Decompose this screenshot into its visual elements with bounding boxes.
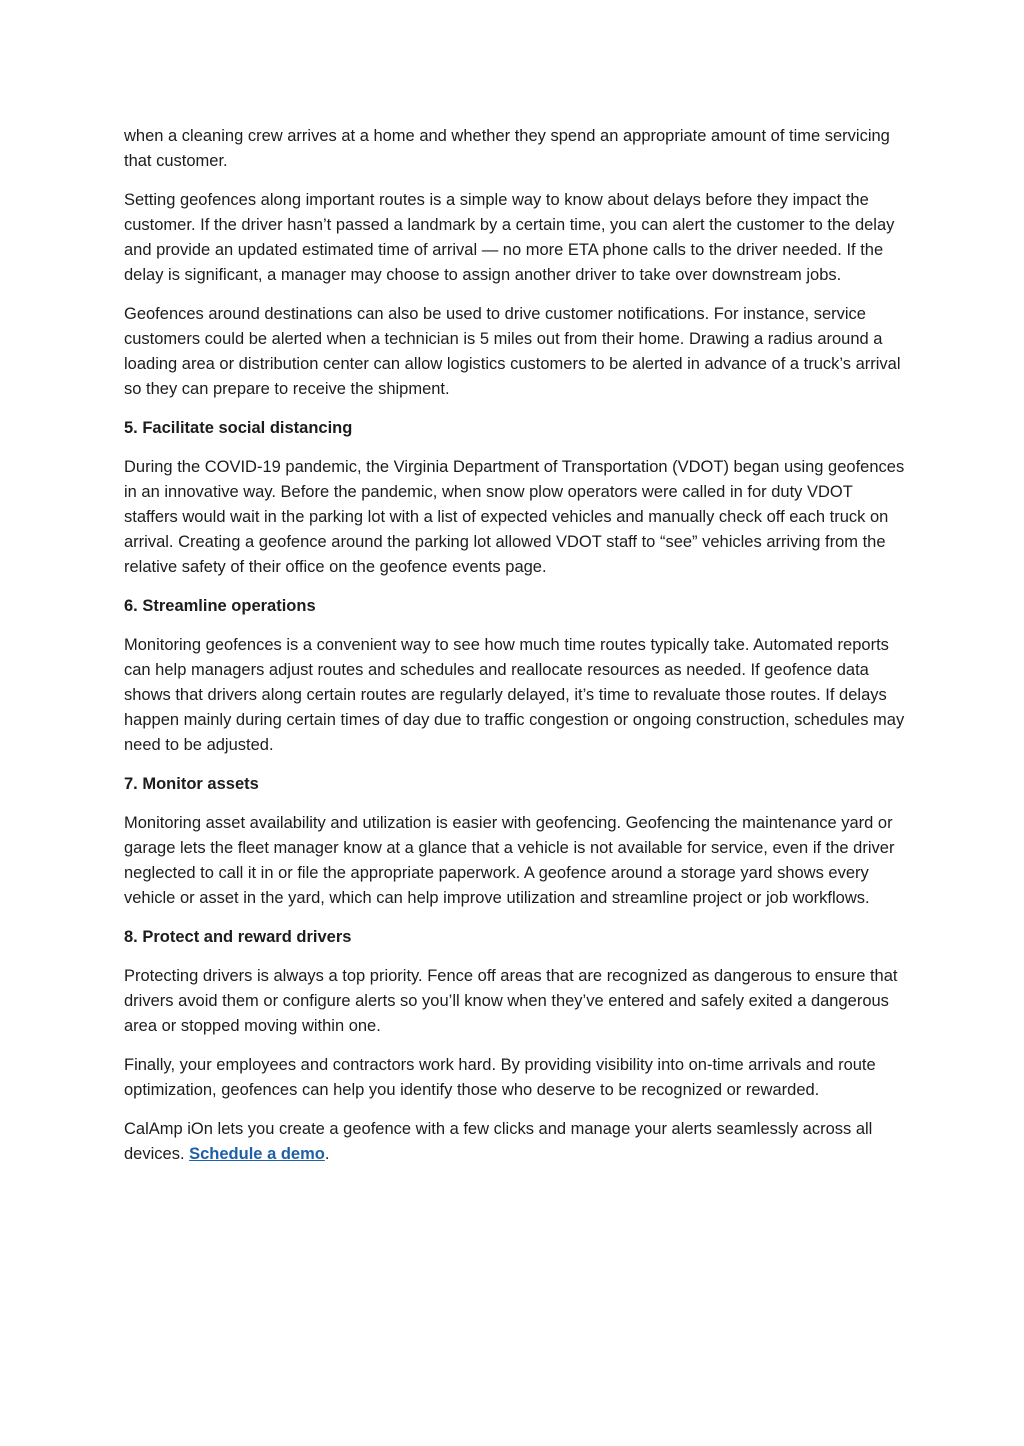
heading-streamline-operations: 6. Streamline operations [124,597,316,615]
paragraph-protect: Protecting drivers is always a top priority. Fence off areas that are recognized as dangerous to ensure that drivers avoid them or configure alerts so you’ll know when they’ve entered and safely exited a dangerous area or stopped moving within one. [124,967,898,1035]
heading-social-distancing: 5. Facilitate social distancing [124,419,353,437]
paragraph-streamline: Monitoring geofences is a convenient way to see how much time routes typically take. Automated reports can help managers adjust routes and schedules and reallocate resources as needed. If geofence data shows that drivers along certain routes are regularly delayed, it’s time to revaluate those routes. If delays happen mainly during certain times of day due to traffic congestion or ongoing construction, schedules may need to be adjusted. [124,636,905,754]
heading-monitor-assets: 7. Monitor assets [124,775,259,793]
heading-protect-drivers: 8. Protect and reward drivers [124,928,352,946]
calamp-period: . [324,1145,330,1163]
calamp-text: CalAmp iOn lets you create a geofence with a few clicks and manage your alerts seamlessly across all devices. [124,1120,873,1163]
paragraph-cleaning-crew: when a cleaning crew arrives at a home and whether they spend an appropriate amount of time servicing that customer. [124,127,890,170]
document-page [124,124,906,1181]
paragraph-vdot: During the COVID-19 pandemic, the Virginia Department of Transportation (VDOT) began using geofences in an innovative way. Before the pandemic, when snow plow operators were called in for duty VDOT staffers would wait in the parking lot with a list of expected vehicles and manually check off each truck on arrival. Creating a geofence around the parking lot allowed VDOT staff to “see” vehicles arriving from the relative safety of their office on the geofence events page. [124,458,905,576]
paragraph-reward: Finally, your employees and contractors work hard. By providing visibility into on-time arrivals and route optimization, geofences can help you identify those who deserve to be recognized or rewarded. [124,1056,876,1099]
paragraph-calamp [124,1117,906,1167]
schedule-demo-link[interactable]: Schedule a demo [189,1145,325,1163]
paragraph-destination-geofences: Geofences around destinations can also be used to drive customer notifications. For instance, service customers could be alerted when a technician is 5 miles out from their home. Drawing a radius around a loading area or distribution center can allow logistics customers to be alerted in advance of a truck’s arrival so they can prepare to receive the shipment. [124,305,901,398]
paragraph-assets: Monitoring asset availability and utilization is easier with geofencing. Geofencing the maintenance yard or garage lets the fleet manager know at a glance that a vehicle is not available for service, even if the driver neglected to call it in or file the appropriate paperwork. A geofence around a storage yard shows every vehicle or asset in the yard, which can help improve utilization and streamline project or job workflows. [124,814,895,907]
paragraph-route-geofences: Setting geofences along important routes is a simple way to know about delays before they impact the customer. If the driver hasn’t passed a landmark by a certain time, you can alert the customer to the delay and provide an updated estimated time of arrival — no more ETA phone calls to the driver needed. If the delay is significant, a manager may choose to assign another driver to take over downstream jobs. [124,191,895,284]
